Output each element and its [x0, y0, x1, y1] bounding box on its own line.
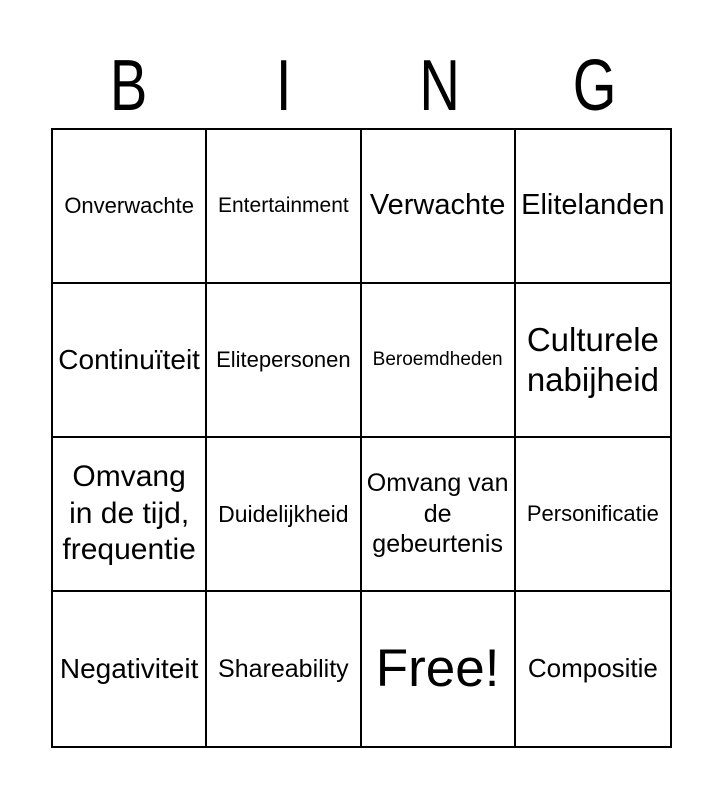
- bingo-cell[interactable]: Compositie: [527, 653, 658, 684]
- bingo-cell[interactable]: Beroemdheden: [362, 284, 516, 438]
- bingo-title-letter-g: G: [572, 46, 617, 126]
- bingo-cell[interactable]: Entertainment: [207, 130, 361, 284]
- free-space-cell[interactable]: Free!: [362, 592, 516, 746]
- bingo-cell[interactable]: Elitelanden: [516, 130, 670, 284]
- bingo-cell[interactable]: Negativiteit: [53, 592, 207, 746]
- bingo-card-grid: [51, 128, 672, 748]
- bingo-cell[interactable]: Personificatie: [516, 438, 670, 592]
- bingo-cell[interactable]: Elitepersonen: [207, 284, 361, 438]
- bingo-cell[interactable]: Culturele nabijheid: [516, 284, 670, 438]
- bingo-cell[interactable]: Verwachte: [362, 130, 516, 284]
- bingo-cell[interactable]: Omvang van de gebeurtenis: [362, 438, 516, 592]
- bingo-title-letter-n: N: [418, 46, 460, 126]
- bingo-title-letter-i: I: [276, 46, 292, 126]
- bingo-cell[interactable]: Shareability: [207, 592, 361, 746]
- bingo-title-letter-b: B: [109, 46, 148, 126]
- bingo-cell[interactable]: Duidelijkheid: [207, 438, 361, 592]
- bingo-cell[interactable]: Continuïteit: [53, 284, 207, 438]
- bingo-cell[interactable]: Onverwachte: [53, 130, 207, 284]
- bingo-title: [51, 46, 672, 126]
- bingo-cell[interactable]: Omvang in de tijd, frequentie: [53, 438, 207, 592]
